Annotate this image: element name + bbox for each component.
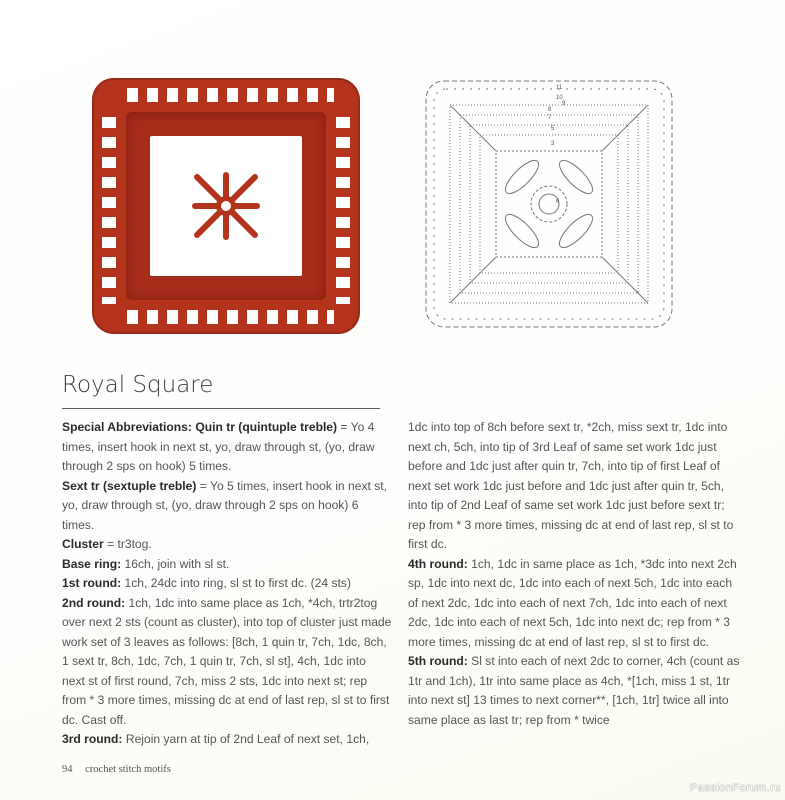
base-ring <box>62 555 392 575</box>
photo-picot-edge-right <box>336 108 350 304</box>
round-3-label: 3rd round: <box>62 732 123 746</box>
round-3-continued: 1dc into top of 8ch before sext tr, *2ch, miss sext tr, 1dc into next ch, 5ch, into tip of 3rd Leaf of same set work 1dc just before and 1dc just after quin tr, 7ch, into tip of first Leaf of next set work 1dc just before and 1dc just after quin tr, 5ch, into tip of 2nd Leaf of same set work 1dc just before sext tr; rep from * 3 more times, missing dc at end of last rep, sl st to first dc. <box>408 420 734 551</box>
pattern-title: Royal Square <box>62 372 214 398</box>
round-label-9: 9 <box>562 101 566 107</box>
page-footer <box>62 764 171 775</box>
instructions-right-column <box>408 418 743 730</box>
round-1 <box>62 574 392 594</box>
base-ring-text: 16ch, join with sl st. <box>121 556 230 571</box>
round-label-8: 8 <box>548 107 552 113</box>
round-2-text: 1ch, 1dc into same place as 1ch, *4ch, trtr2tog over next 2 sts (count as cluster), into top of cluster just made work set of 3 leaves as follows: [8ch, 1 quin tr, 7ch, 1dc, 8ch, 1 sext tr, 8ch, 1dc, 7ch, 1 quin tr, 7ch, sl st], 4ch, 1dc into next st of first round, 7ch, miss 2 sts, 1dc into next st; rep from * 3 more times, missing dc at end of last rep, sl st to first dc. Cast off. <box>62 595 392 727</box>
title-divider <box>62 408 380 409</box>
round-4-text: 1ch, 1dc in same place as 1ch, *3dc into next 2ch sp, 1dc into next dc, 1dc into each of next 5ch, 1dc into each of next 2dc, 1dc into each of next 7ch, 1dc into each of next 2dc, 1dc into each of next 5ch, 1dc into next dc; rep from * 3 more times, missing dc at end of last rep, sl st to first dc. <box>408 556 737 649</box>
round-5 <box>408 652 743 730</box>
round-1-text: 1ch, 24dc into ring, sl st to first dc. (24 sts) <box>121 576 351 590</box>
photo-picot-edge-bottom <box>118 310 334 324</box>
round-5-label: 5th round: <box>408 654 468 668</box>
round-label-3: 3 <box>551 141 555 147</box>
special-abbreviations-quin <box>62 418 392 477</box>
flower-motif-icon <box>191 171 261 241</box>
special-abbrev-label: Special Abbreviations: <box>62 420 192 434</box>
round-2 <box>62 594 392 731</box>
round-label-7: 7 <box>548 115 552 121</box>
round-1-label: 1st round: <box>62 576 122 590</box>
special-abbreviations-sext <box>62 477 392 536</box>
sext-label: Sext tr (sextuple treble) <box>62 478 197 493</box>
watermark: PassionForum.ru <box>689 782 781 794</box>
cluster-label: Cluster <box>62 537 104 551</box>
quin-text: = Yo 4 times, insert hook in next st, yo, draw through st, (yo, draw through 2 sps on hook) 5 times. <box>62 420 375 473</box>
round-3-start <box>62 730 392 750</box>
instructions-left-column <box>62 418 392 750</box>
round-4 <box>408 555 743 653</box>
round-label-10: 10 <box>556 95 563 101</box>
round-label-6: 6 <box>556 199 560 205</box>
round-label-11: 11 <box>556 85 563 91</box>
cluster-text: = tr3tog. <box>103 537 152 551</box>
cluster-definition <box>62 535 392 555</box>
round-label-5: 5 <box>551 126 555 132</box>
crochet-chart-diagram <box>420 75 678 333</box>
photo-picot-edge-left <box>102 108 116 304</box>
photo-picot-edge-top <box>118 88 334 102</box>
quin-label: Quin tr (quintuple treble) <box>195 420 338 434</box>
round-2-label: 2nd round: <box>62 595 126 610</box>
round-3-text: Rejoin yarn at tip of 2nd Leaf of next set, 1ch, <box>122 732 370 746</box>
crochet-square-photo <box>92 78 360 334</box>
round-5-text: Sl st into each of next 2dc to corner, 4ch (count as 1tr and 1ch), 1tr into same place as 4ch, *[1ch, miss 1 st, 1tr into next st] 13 times to next corner**, [1ch, 1tr] twice all into same place as last tr; rep from * twice <box>408 654 740 727</box>
round-4-label: 4th round: <box>408 556 468 571</box>
sext-text: = Yo 5 times, insert hook in next st, yo, draw through st, (yo, draw through 2 sps on hook) 6 times. <box>62 478 388 532</box>
base-ring-label: Base ring: <box>62 556 122 571</box>
section-name: crochet stitch motifs <box>85 764 171 775</box>
page-number: 94 <box>62 764 73 775</box>
